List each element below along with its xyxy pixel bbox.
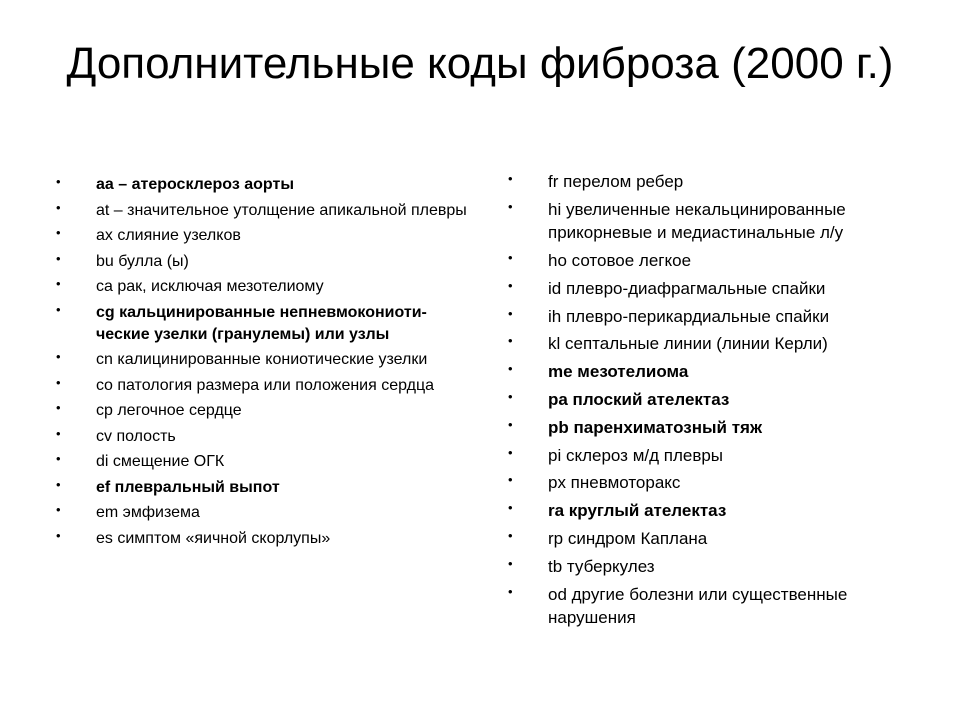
code-item-text: ca рак, исключая мезотелиому [96,278,324,295]
code-list-item [508,305,928,329]
code-item-text: ho сотовое легкое [548,251,692,271]
code-list-item [56,528,476,550]
code-list-item [56,276,476,298]
code-list-item [56,349,476,371]
code-item-text: ih плевро-перикардиальные спайки [548,306,830,326]
code-list-item [56,426,476,448]
code-list-item [56,225,476,247]
code-item-text: cg кальцинированные непневмокониоти-ческие узелки (гранулемы) или узлы [96,303,427,343]
right-code-list [508,170,928,634]
code-item-text: cv полость [96,427,176,445]
bullet-icon: • [508,361,513,377]
code-list-item [508,555,928,579]
bullet-icon: • [56,174,61,189]
code-list-item [508,444,928,468]
code-list-item [508,360,928,384]
bullet-icon: • [508,528,513,544]
code-list-item [508,277,928,301]
code-item-text: tb туберкулез [548,556,655,576]
code-list-item [56,174,476,196]
code-list-item [508,249,928,273]
code-list-item [56,400,476,422]
bullet-icon: • [508,555,513,571]
code-item-text: di смещение ОГК [96,453,225,470]
code-list-item [508,416,928,440]
bullet-icon: • [56,400,61,415]
code-list-item [56,451,476,473]
code-list-item [508,388,928,412]
bullet-icon: • [508,389,513,405]
bullet-icon: • [56,301,61,317]
code-item-text: px пневмоторакс [548,473,681,493]
bullet-icon: • [56,527,61,543]
bullet-icon: • [56,451,61,466]
code-item-text: cn калицинированные кониотические узелки [96,351,428,368]
code-item-text: ef плевральный выпот [96,478,280,496]
code-list-item [56,477,476,499]
code-item-text: ax слияние узелков [96,227,241,244]
bullet-icon: • [56,199,61,215]
code-item-text: me мезотелиома [548,362,689,382]
code-item-text: es симптом «яичной скорлупы» [96,529,331,547]
code-item-text: cp легочное сердце [96,402,242,419]
code-list-item [56,251,476,273]
bullet-icon: • [508,333,513,349]
code-item-text: fr перелом ребер [548,172,684,191]
bullet-icon: • [56,349,61,364]
code-item-text: pi склероз м/д плевры [548,445,724,465]
bullet-icon: • [508,500,513,516]
code-list-item [508,527,928,551]
code-list-item [508,332,928,356]
code-list-item [508,499,928,523]
code-item-text: od другие болезни или существенные нарушения [548,584,848,628]
bullet-icon: • [508,250,513,266]
left-code-list [56,174,476,553]
code-item-text: rp синдром Каплана [548,529,708,549]
code-item-text: pa плоский ателектаз [548,390,730,410]
bullet-icon: • [56,250,61,266]
bullet-icon: • [56,476,61,492]
code-list-item [508,198,928,245]
code-item-text: at – значительное утолщение апикальной плевры [96,201,467,219]
code-item-text: bu булла (ы) [96,252,189,270]
bullet-icon: • [508,277,513,293]
bullet-icon: • [508,583,513,599]
code-item-text: co патология размера или положения сердца [96,376,435,394]
code-list-item [56,302,476,346]
bullet-icon: • [508,198,513,214]
bullet-icon: • [508,171,513,186]
code-item-text: id плевро-диафрагмальные спайки [548,278,826,298]
bullet-icon: • [56,425,61,441]
code-list-item [56,375,476,397]
code-list-item [56,200,476,222]
bullet-icon: • [56,225,61,240]
code-item-text: hi увеличенные некальцинированные прикорневые и медиастинальные л/у [548,199,846,243]
slide-title: Дополнительные коды фиброза (2000 г.) [66,39,894,88]
code-list-item [508,170,928,194]
bullet-icon: • [56,374,61,390]
code-item-text: pb паренхиматозный тяж [548,417,763,437]
bullet-icon: • [508,416,513,432]
code-list-item [508,471,928,495]
code-list-item [508,583,928,630]
bullet-icon: • [508,305,513,321]
code-item-text: kl септальные линии (линии Керли) [548,334,828,354]
code-item-text: ra круглый ателектаз [548,501,727,521]
code-item-text: аа – атеросклероз аорты [96,176,294,193]
code-item-text: em эмфизема [96,504,200,521]
bullet-icon: • [56,276,61,291]
code-list-item [56,502,476,524]
bullet-icon: • [56,502,61,517]
bullet-icon: • [508,472,513,488]
bullet-icon: • [508,444,513,460]
